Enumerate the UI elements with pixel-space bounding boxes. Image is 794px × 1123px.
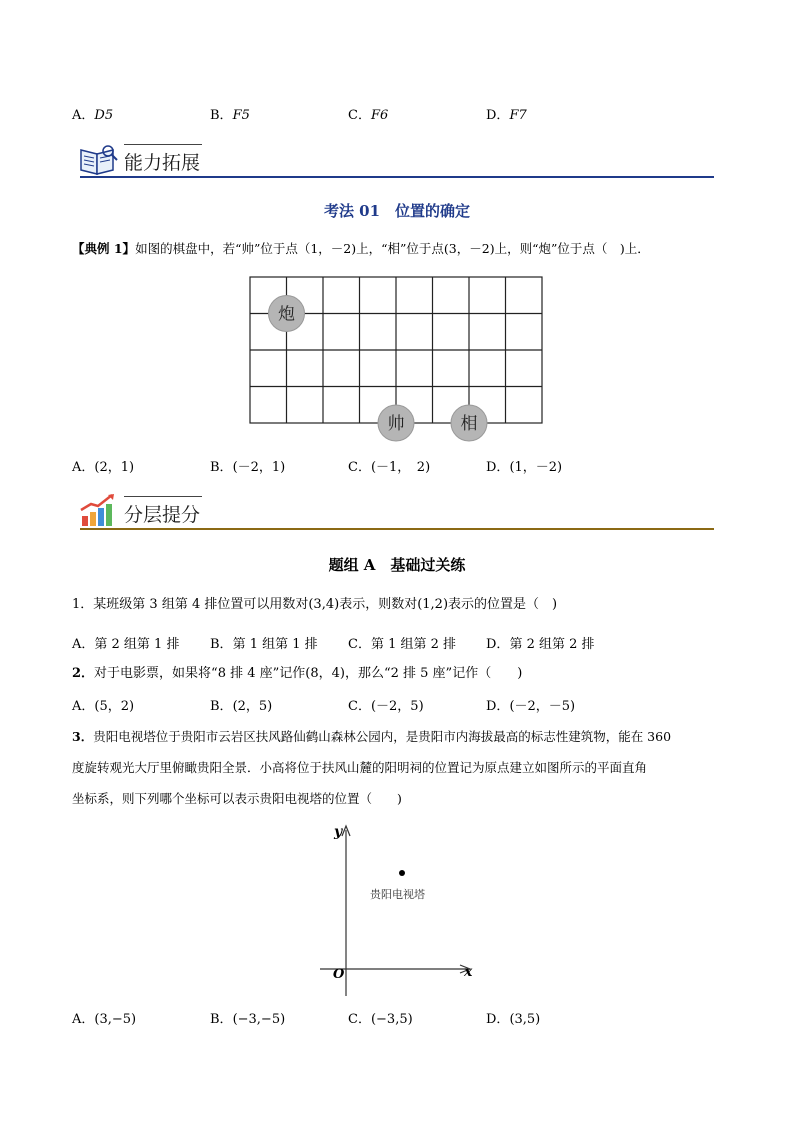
group-title: 题组 A 基础过关练 [328, 556, 466, 574]
q0-option-b: B．F5 [210, 108, 250, 123]
example-options [72, 456, 732, 476]
tv-tower-label: 贵阳电视塔 [370, 888, 425, 901]
chess-piece [451, 405, 487, 441]
example-text: 如图的棋盘中，若“帅”位于点（1，－2)上，“相”位于点(3，－2)上，则“炮”位于点（ )上． [135, 241, 650, 256]
q1-question: 1．某班级第 3 组第 4 排位置可以用数对(3,4)表示，则数对(1,2)表示的位置是（ ) [72, 597, 558, 612]
q1-option-b: B．第 1 组第 1 排 [210, 637, 318, 652]
q3-question-line3: 坐标系，则下列哪个坐标可以表示贵阳电视塔的位置（ ) [72, 791, 402, 806]
chess-piece-label: 帅 [387, 414, 405, 434]
q1-option-d: D．第 2 组第 2 排 [486, 637, 595, 652]
tv-tower-point [399, 870, 405, 876]
chess-piece-label: 炮 [278, 304, 295, 325]
q2-option-b: B．(2，5) [210, 699, 273, 714]
chess-piece-label: 相 [460, 414, 478, 434]
example-question [72, 234, 732, 264]
section2-topline [124, 496, 202, 497]
section2-title: 分层提分 [124, 504, 201, 526]
q2-option-c: C．(－2，5) [348, 699, 424, 714]
q0-option-a: A．D5 [72, 108, 114, 123]
section1-topline [124, 144, 202, 145]
y-axis-label: y [334, 824, 343, 840]
q0-option-c: C．F6 [348, 108, 389, 123]
q3-question-line2: 度旋转观光大厅里俯瞰贵阳全景．小高将位于扶风山麓的阳明祠的位置记为原点建立如图所示的平面直角 [72, 760, 648, 775]
book-icon [78, 142, 120, 178]
section1-title: 能力拓展 [124, 152, 201, 174]
method-title: 考法 01 位置的确定 [323, 202, 471, 220]
q0-option-d: D．F7 [486, 108, 527, 123]
example-label: 【典例 1】 [72, 241, 136, 256]
section1-rule [80, 176, 714, 178]
chess-piece [269, 296, 305, 332]
chess-piece [378, 405, 414, 441]
q2-option-d: D．(－2，－5) [486, 699, 576, 714]
x-axis-label: x [464, 964, 473, 980]
q1-options [72, 633, 732, 653]
q2-options [72, 695, 732, 715]
origin-label: O [333, 967, 345, 982]
q2-option-a: A．(5，2) [72, 699, 135, 714]
example-option-a: A．(2，1) [72, 460, 135, 475]
example-option-b: B．(－2，1) [210, 460, 286, 475]
section2-rule [80, 528, 714, 530]
q3-option-c: C．(−3,5) [348, 1012, 413, 1027]
q3-option-d: D．(3,5) [486, 1012, 541, 1027]
q3-option-b: B．(−3,−5) [210, 1012, 286, 1027]
q3-option-a: A．(3,−5) [72, 1012, 137, 1027]
example-option-c: C．(－1， 2) [348, 460, 431, 475]
coordinate-plane [316, 818, 486, 1000]
q2-question: 2．对于电影票，如果将“8 排 4 座”记作(8，4)，那么“2 排 5 座”记作（ ) [72, 666, 523, 681]
chart-growth-icon [78, 492, 120, 528]
q3-options [72, 1008, 732, 1028]
example-option-d: D．(1，－2) [486, 460, 563, 475]
chess-board [248, 275, 544, 447]
q1-option-c: C．第 1 组第 2 排 [348, 637, 457, 652]
q0-options [72, 104, 732, 124]
q1-option-a: A．第 2 组第 1 排 [72, 637, 180, 652]
q3-question-line1: 3．贵阳电视塔位于贵阳市云岩区扶风路仙鹤山森林公园内，是贵阳市内海拔最高的标志性建筑物，能在 360 [72, 729, 672, 744]
